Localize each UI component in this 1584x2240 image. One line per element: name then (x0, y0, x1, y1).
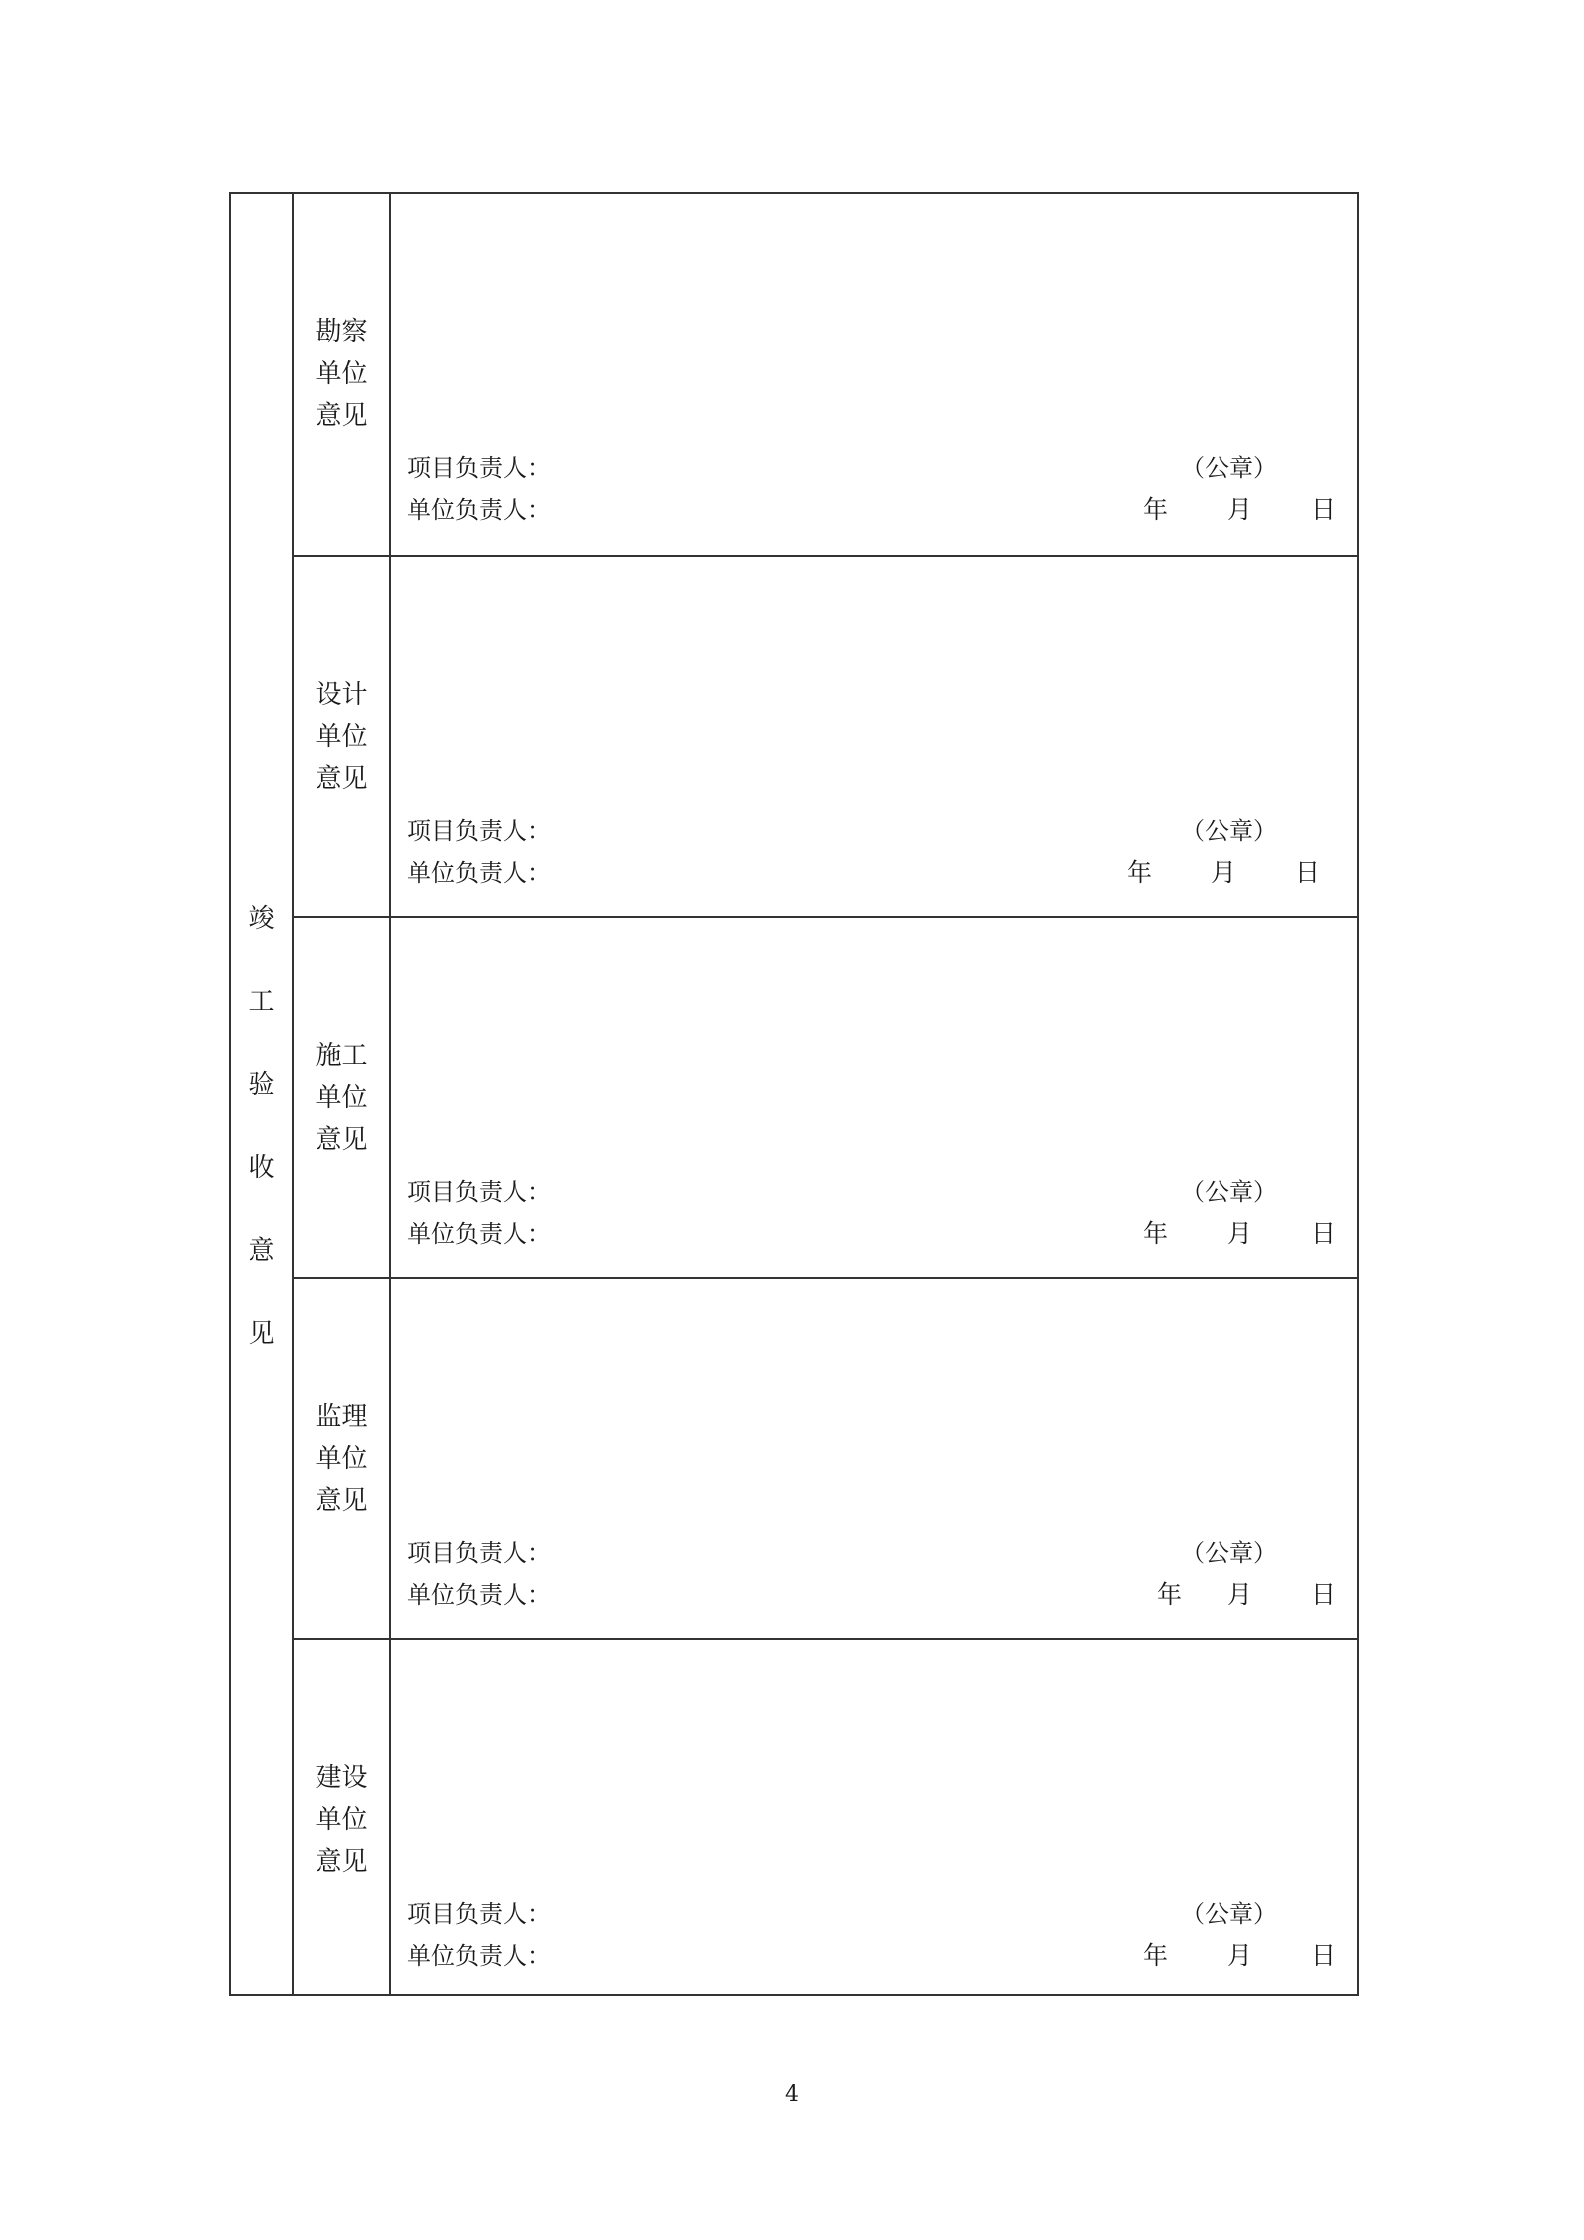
unit-label-line: 单位 (315, 359, 368, 389)
unit-label-line: 意见 (315, 401, 368, 431)
opinion-field[interactable] (391, 918, 1359, 1277)
unit-label-line: 监理 (315, 1402, 368, 1432)
unit-lead-label: 单位负责人： (407, 859, 551, 887)
page-number: 4 (785, 2082, 799, 2107)
day-label: 日 (1311, 1219, 1337, 1248)
group-label-char: 见 (248, 1319, 275, 1349)
month-label: 月 (1227, 495, 1253, 524)
group-label-completion-acceptance-opinion (231, 878, 292, 1376)
unit-label-cell (294, 1279, 391, 1638)
unit-label-line: 设计 (315, 680, 368, 710)
opinion-field[interactable] (391, 1279, 1359, 1638)
day-label: 日 (1311, 495, 1337, 524)
group-label-char: 工 (248, 987, 275, 1017)
day-label: 日 (1295, 858, 1321, 887)
unit-lead-label: 单位负责人： (407, 1942, 551, 1970)
month-label: 月 (1227, 1219, 1253, 1248)
year-label: 年 (1157, 1580, 1183, 1609)
unit-lead-label: 单位负责人： (407, 1581, 551, 1609)
unit-lead-label: 单位负责人： (407, 496, 551, 524)
project-lead-label: 项目负责人： (407, 1539, 551, 1567)
unit-label-line: 勘察 (315, 317, 368, 347)
group-label-char: 意 (248, 1236, 275, 1266)
official-seal-label: （公章） (1181, 454, 1277, 482)
opinion-field[interactable] (391, 557, 1359, 916)
official-seal-label: （公章） (1181, 1539, 1277, 1567)
official-seal-label: （公章） (1181, 1900, 1277, 1928)
project-lead-label: 项目负责人： (407, 817, 551, 845)
unit-label-line: 建设 (315, 1763, 368, 1793)
unit-label-line: 意见 (315, 1125, 368, 1155)
section-construction-unit (294, 916, 1359, 1277)
year-label: 年 (1143, 1219, 1169, 1248)
section-developer-unit (294, 1638, 1359, 1996)
unit-lead-label: 单位负责人： (407, 1220, 551, 1248)
official-seal-label: （公章） (1181, 1178, 1277, 1206)
project-lead-label: 项目负责人： (407, 1900, 551, 1928)
year-label: 年 (1127, 858, 1153, 887)
unit-label-cell (294, 1640, 391, 1996)
official-seal-label: （公章） (1181, 817, 1277, 845)
date-line (1127, 853, 1320, 889)
year-label: 年 (1143, 495, 1169, 524)
unit-label-cell (294, 918, 391, 1277)
unit-label-line: 单位 (315, 1083, 368, 1113)
month-label: 月 (1227, 1941, 1253, 1970)
date-line (1143, 1214, 1336, 1250)
project-lead-label: 项目负责人： (407, 454, 551, 482)
date-line (1157, 1575, 1336, 1611)
opinion-field[interactable] (391, 194, 1359, 555)
date-line (1143, 1936, 1336, 1972)
month-label: 月 (1227, 1580, 1253, 1609)
unit-label-line: 单位 (315, 1444, 368, 1474)
project-lead-label: 项目负责人： (407, 1178, 551, 1206)
unit-label-cell (294, 194, 391, 555)
group-label-char: 竣 (248, 904, 275, 934)
unit-label-line: 意见 (315, 1847, 368, 1877)
section-survey-unit (294, 194, 1359, 555)
year-label: 年 (1143, 1941, 1169, 1970)
unit-label-line: 意见 (315, 1486, 368, 1516)
unit-label (294, 311, 389, 437)
day-label: 日 (1311, 1580, 1337, 1609)
opinion-field[interactable] (391, 1640, 1359, 1996)
unit-label (294, 674, 389, 800)
unit-label-cell (294, 557, 391, 916)
section-supervision-unit (294, 1277, 1359, 1638)
acceptance-form-table (229, 192, 1359, 1996)
unit-label (294, 1035, 389, 1161)
date-line (1143, 490, 1336, 526)
unit-label-line: 施工 (315, 1041, 368, 1071)
day-label: 日 (1311, 1941, 1337, 1970)
group-column (231, 194, 294, 1994)
group-label-char: 收 (248, 1153, 275, 1183)
unit-label-line: 单位 (315, 722, 368, 752)
unit-label (294, 1757, 389, 1883)
group-label-char: 验 (248, 1070, 275, 1100)
unit-label-line: 单位 (315, 1805, 368, 1835)
unit-label-line: 意见 (315, 764, 368, 794)
unit-label (294, 1396, 389, 1522)
month-label: 月 (1211, 858, 1237, 887)
section-design-unit (294, 555, 1359, 916)
